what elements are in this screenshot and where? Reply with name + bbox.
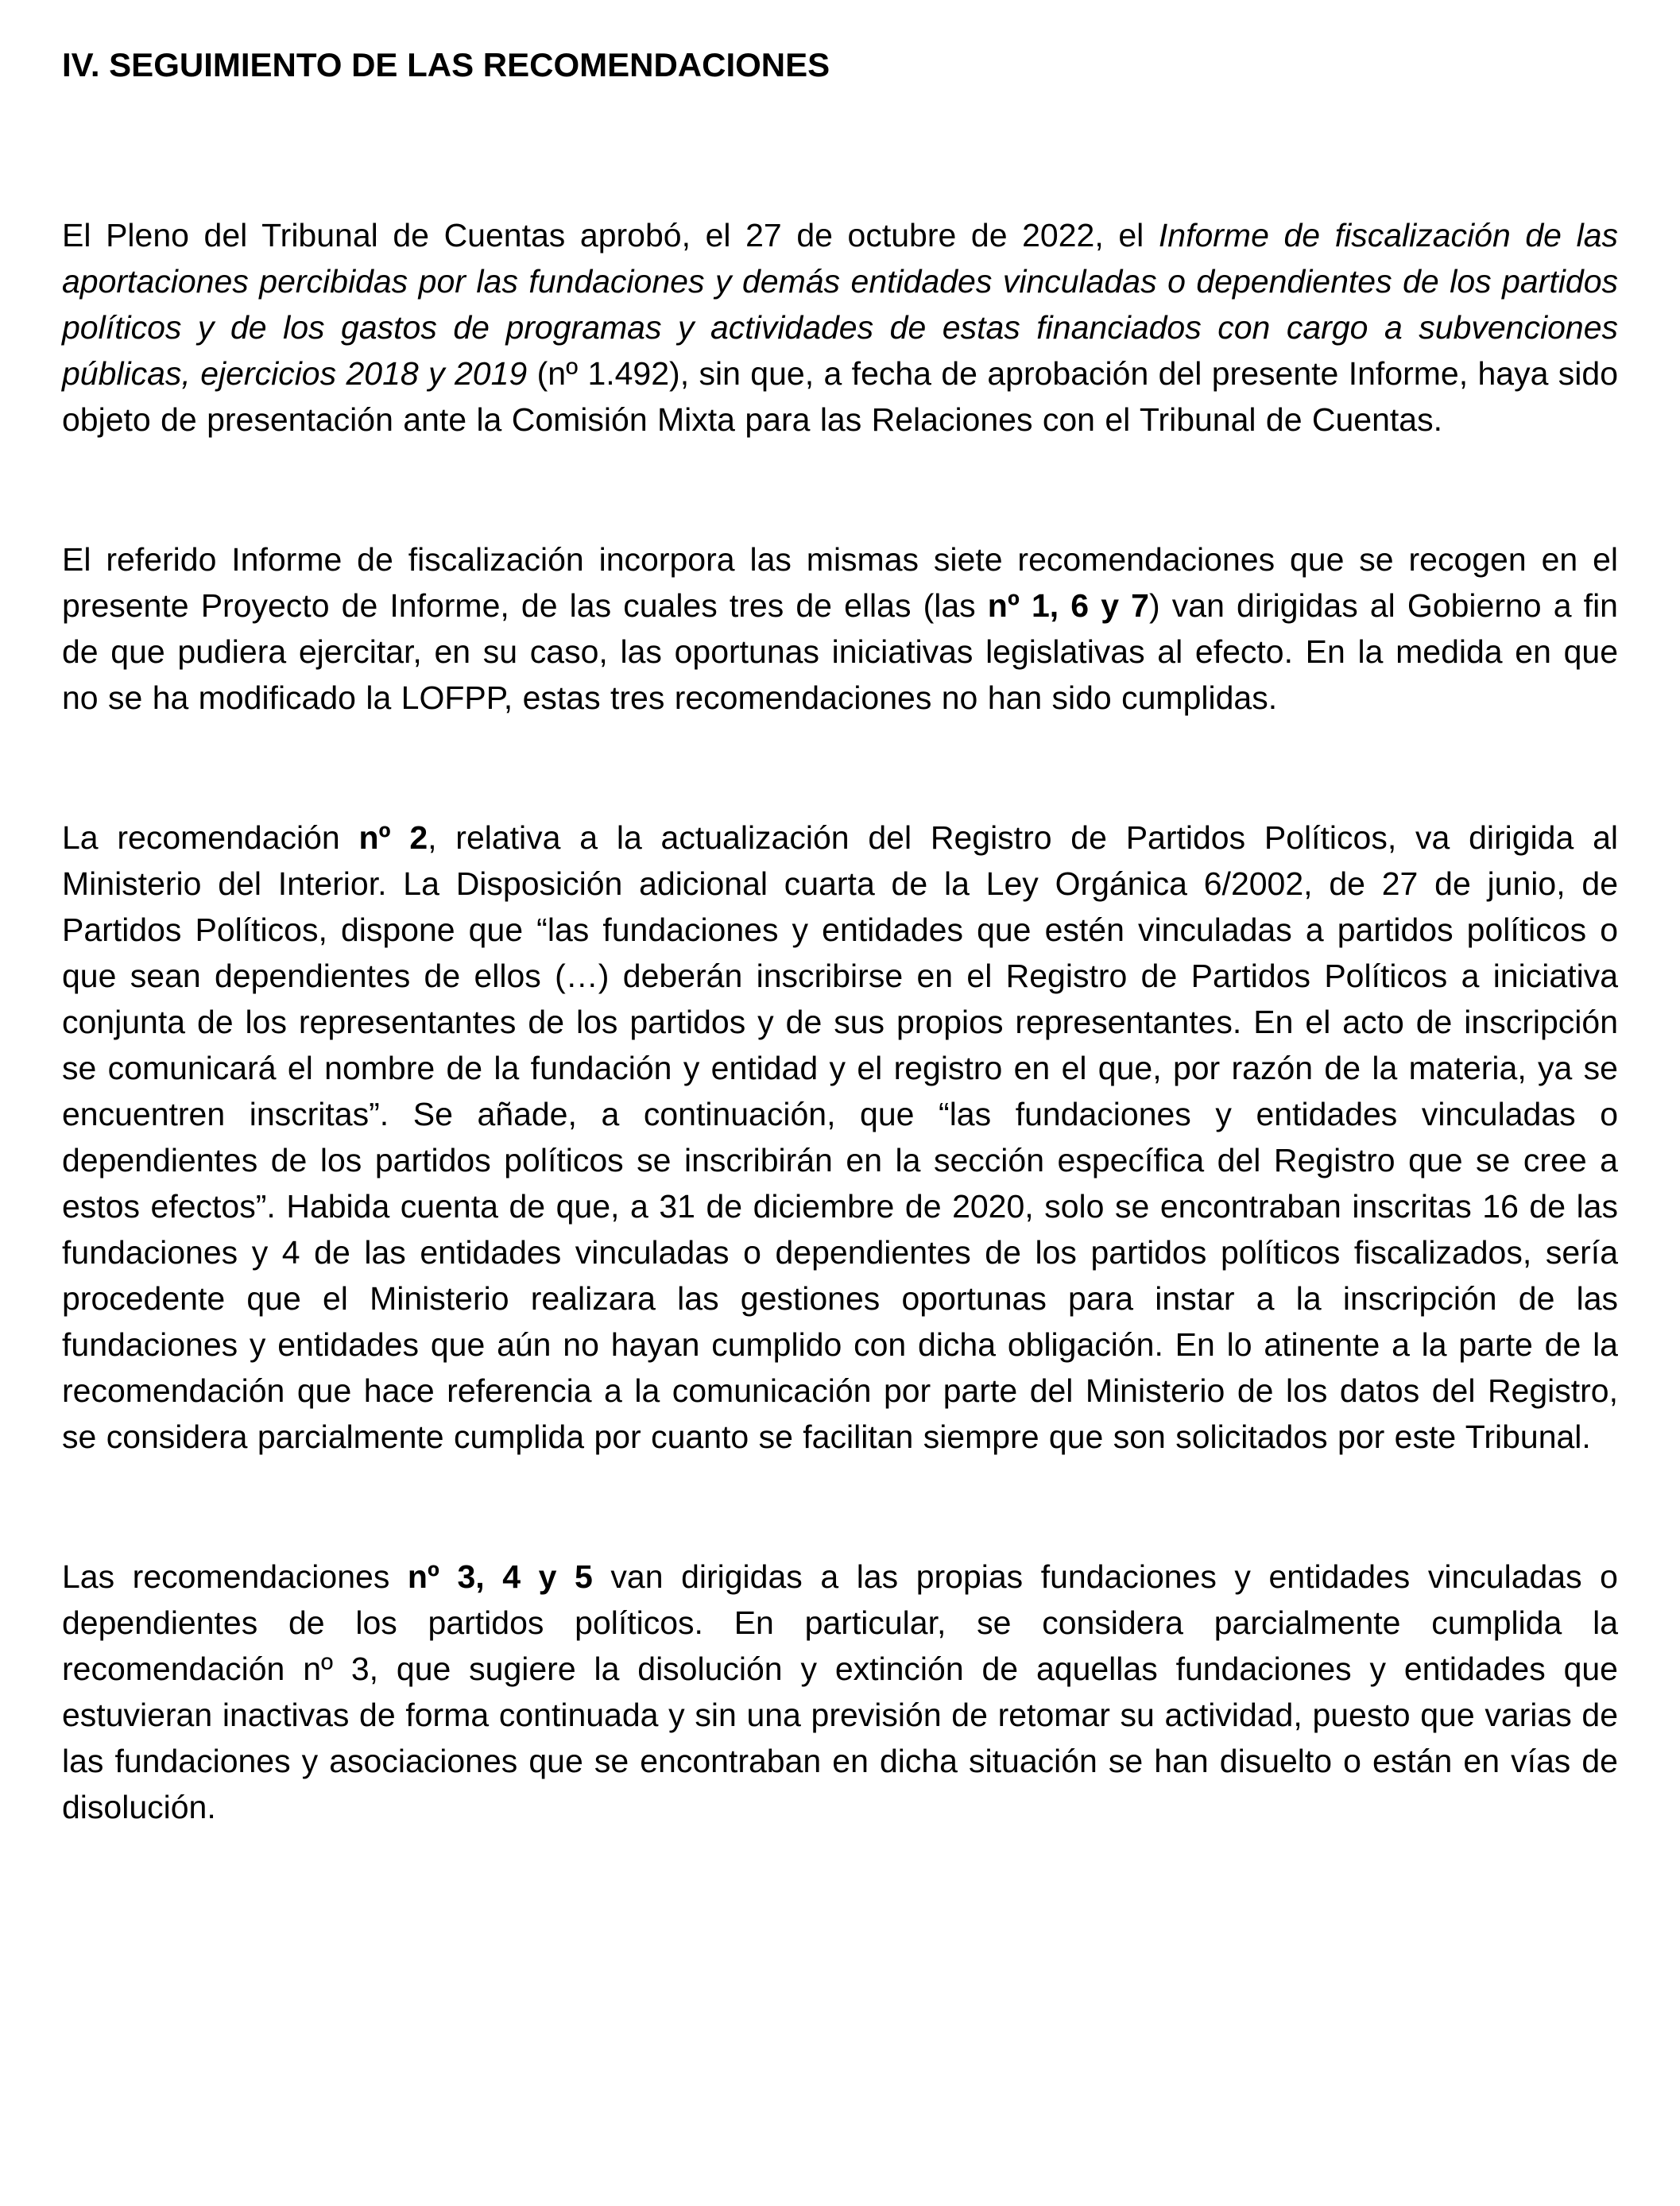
- section-title: IV. SEGUIMIENTO DE LAS RECOMENDACIONES: [62, 46, 830, 83]
- paragraph-approval-report: [62, 212, 1618, 443]
- paragraph-1-run-1: El Pleno del Tribunal de Cuentas aprobó, el 27 de octubre de 2022, el: [62, 216, 1159, 253]
- paragraph-2-recommendation-numbers: nº 1, 6 y 7: [987, 586, 1149, 624]
- paragraph-recommendations-3-4-5: [62, 1554, 1618, 1830]
- paragraph-2-run-3: ) van dirigidas al Gobierno a fin de que pudiera ejercitar, en su caso, las oportunas iniciativas legislativas al efecto. En la medida en que no se ha modificado la LOFPP, estas tres recomendaciones no han sido cumplidas.: [62, 586, 1618, 716]
- paragraph-1-run-3: (nº 1.492), sin que, a fecha de aprobación del presente Informe, haya sido objeto de presentación ante la Comisión Mixta para las Relaciones con el Tribunal de Cuentas.: [62, 354, 1619, 438]
- paragraph-recommendation-2: [62, 815, 1618, 1460]
- paragraph-3-recommendation-number: nº 2: [358, 819, 428, 856]
- paragraph-recommendations-1-6-7: [62, 536, 1618, 721]
- paragraph-3-run-1: La recomendación: [62, 819, 359, 856]
- paragraph-4-run-3: van dirigidas a las propias fundaciones y entidades vinculadas o dependientes de los partidos políticos. En particular, se considera parcialmente cumplida la recomendación nº 3, que sugiere la disolución y extinción de aquellas fundaciones y entidades que estuvieran inactivas de forma continuada y sin una previsión de retomar su actividad, puesto que varias de las fundaciones y asociaciones que se encontraban en dicha situación se han disuelto o están en vías de disolución.: [62, 1558, 1618, 1825]
- paragraph-4-run-1: Las recomendaciones: [62, 1558, 408, 1595]
- paragraph-3-run-3: , relativa a la actualización del Registro de Partidos Políticos, va dirigida al Ministerio del Interior. La Disposición adicional cuarta de la Ley Orgánica 6/2002, de 27 de junio, de Partidos Políticos, dispone que “las fundaciones y entidades que estén vinculadas a partidos políticos o que sean dependientes de ellos (…) deberán inscribirse en el Registro de Partidos Políticos a iniciativa conjunta de los representantes de los partidos y de sus propios representantes. En el acto de inscripción se comunicará el nombre de la fundación y entidad y el registro en el que, por razón de la materia, ya se encuentren inscritas”. Se añade, a continuación, que “las fundaciones y entidades vinculadas o dependientes de los partidos políticos se inscribirán en la sección específica del Registro que se cree a estos efectos”. Habida cuenta de que, a 31 de diciembre de 2020, solo se encontraban inscritas 16 de las fundaciones y 4 de las entidades vinculadas o dependientes de los partidos políticos fiscalizados, sería procedente que el Ministerio realizara las gestiones oportunas para instar a la inscripción de las fundaciones y entidades que aún no hayan cumplido con dicha obligación. En lo atinente a la parte de la recomendación que hace referencia a la comunicación por parte del Ministerio de los datos del Registro, se considera parcialmente cumplida por cuanto se facilitan siempre que son solicitados por este Tribunal.: [62, 819, 1618, 1455]
- paragraph-1-report-title: Informe de fiscalización de las aportaciones percibidas por las fundaciones y demás entidades vinculadas o dependientes de los partidos políticos y de los gastos de programas y actividades de estas financiados con cargo a subvenciones públicas, ejercicios 2018 y 2019: [62, 216, 1618, 392]
- paragraph-2-run-1: El referido Informe de fiscalización incorpora las mismas siete recomendaciones que se recogen en el presente Proyecto de Informe, de las cuales tres de ellas (las: [62, 540, 1618, 624]
- paragraph-4-recommendation-numbers: nº 3, 4 y 5: [407, 1558, 593, 1595]
